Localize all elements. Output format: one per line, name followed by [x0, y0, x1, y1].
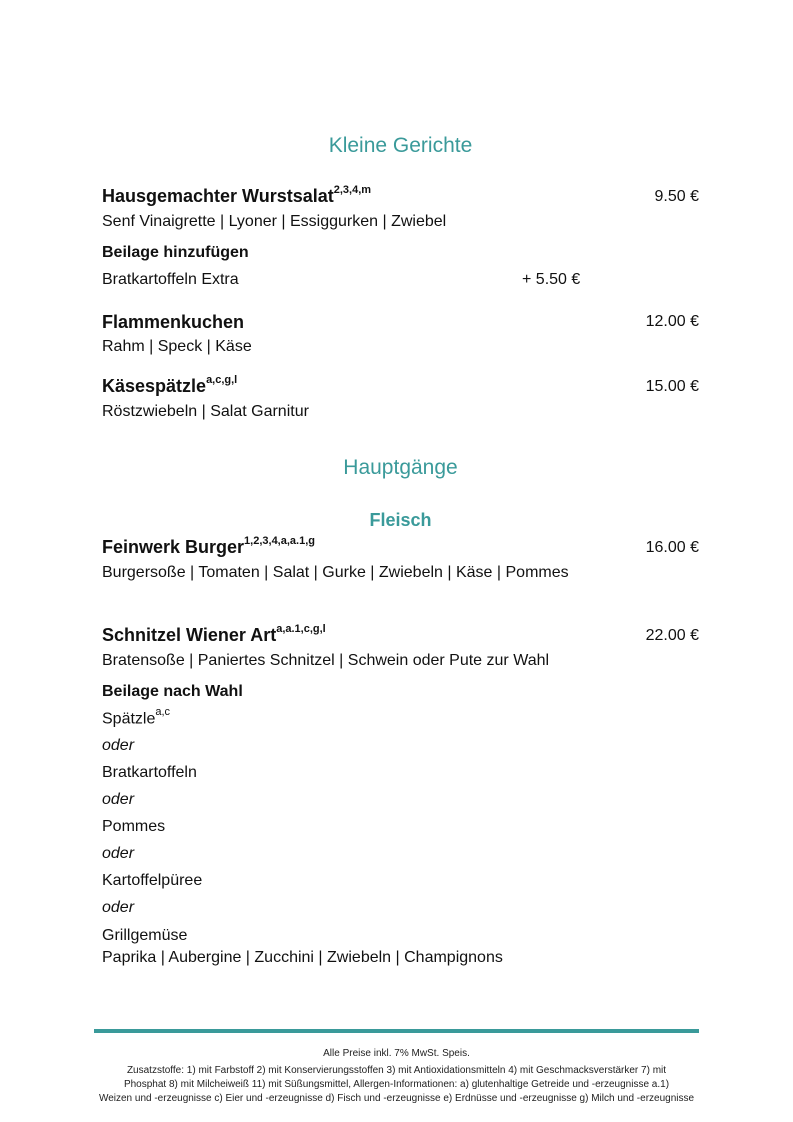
item-description-burger: Burgersoße | Tomaten | Salat | Gurke | Zwiebeln | Käse | Pommes: [102, 564, 569, 581]
footer-price-note: Alle Preise inkl. 7% MwSt. Speis.: [323, 1048, 470, 1059]
item-name-wurstsalat: Hausgemachter Wurstsalat$^{2,3,4,m}$: [102, 184, 372, 206]
item-price-kaesespaetzle: 15.00 €: [645, 378, 699, 395]
beilage-option-kartoffelpueree: Kartoffelpüree: [102, 872, 203, 889]
beilage-heading: Beilage hinzufügen: [102, 244, 249, 261]
footer-notes-line: Phosphat 8) mit Milcheiweiß 11) mit Süßungsmittel, Allergen-Informationen: a) glutenhaltige Getreide und -erzeugnisse a.1): [123, 1079, 670, 1090]
allergen-codes: a,c,g,l: [206, 374, 238, 386]
allergen-codes: 1,2,3,4,a,a.1,g: [244, 535, 315, 547]
footer-divider: [94, 1029, 699, 1033]
item-price-flammenkuchen: 12.00 €: [645, 313, 699, 330]
item-name-schnitzel: Schnitzel Wiener Art$^{a,a.1,c,g,l}$: [102, 623, 326, 645]
section-title-hauptgaenge: Hauptgänge: [343, 456, 458, 479]
section-title-kleine-gerichte: Kleine Gerichte: [328, 134, 473, 157]
beilage-option-bratkartoffeln: Bratkartoffeln: [102, 764, 197, 781]
footer-additives-allergens: [94, 1064, 699, 1106]
item-name-flammenkuchen: Flammenkuchen: [102, 312, 245, 332]
item-description-kaesespaetzle: Röstzwiebeln | Salat Garnitur: [102, 403, 309, 420]
item-price-wurstsalat: 9.50 €: [654, 188, 699, 205]
beilage-extra-price: + 5.50 €: [522, 271, 581, 288]
beilage-nach-wahl-heading: Beilage nach Wahl: [102, 683, 243, 700]
footer-notes-line: Weizen und -erzeugnisse c) Eier und -erzeugnisse d) Fisch und -erzeugnisse e) Erdnüsse und -erzeugnisse g) Milch und -erzeugnisse: [98, 1093, 695, 1104]
footer-notes-line: Zusatzstoffe: 1) mit Farbstoff 2) mit Konservierungsstoffen 3) mit Antioxidationsmitteln 4) mit Geschmacksverstärker 7) mit: [126, 1065, 667, 1076]
allergen-codes: a,a.1,c,g,l: [276, 623, 326, 635]
oder-separator: oder: [102, 791, 135, 808]
item-name-burger: Feinwerk Burger$^{1,2,3,4,a,a.1,g}$: [102, 535, 315, 557]
item-description-flammenkuchen: Rahm | Speck | Käse: [102, 338, 252, 355]
oder-separator: oder: [102, 845, 135, 862]
item-name-kaesespaetzle: Käsespätzle$^{a,c,g,l}$: [102, 374, 238, 396]
beilage-option-bratkartoffeln-extra: Bratkartoffeln Extra: [102, 271, 239, 288]
item-price-burger: 16.00 €: [645, 539, 699, 556]
beilage-option-spaetzle: Spätzle$^{a,c}$: [102, 706, 171, 728]
beilage-grillgemuese-description: Paprika | Aubergine | Zucchini | Zwiebeln | Champignons: [102, 949, 503, 966]
oder-separator: oder: [102, 737, 135, 754]
subsection-title-fleisch: Fleisch: [369, 510, 432, 530]
beilage-option-grillgemuese: Grillgemüse: [102, 927, 188, 944]
oder-separator: oder: [102, 899, 135, 916]
allergen-codes: a,c: [155, 706, 171, 718]
beilage-option-pommes: Pommes: [102, 818, 166, 835]
allergen-codes: 2,3,4,m: [333, 184, 372, 196]
item-price-schnitzel: 22.00 €: [645, 627, 699, 644]
item-description-schnitzel: Bratensoße | Paniertes Schnitzel | Schwein oder Pute zur Wahl: [102, 652, 550, 669]
item-description-wurstsalat: Senf Vinaigrette | Lyoner | Essiggurken | Zwiebel: [102, 213, 447, 230]
